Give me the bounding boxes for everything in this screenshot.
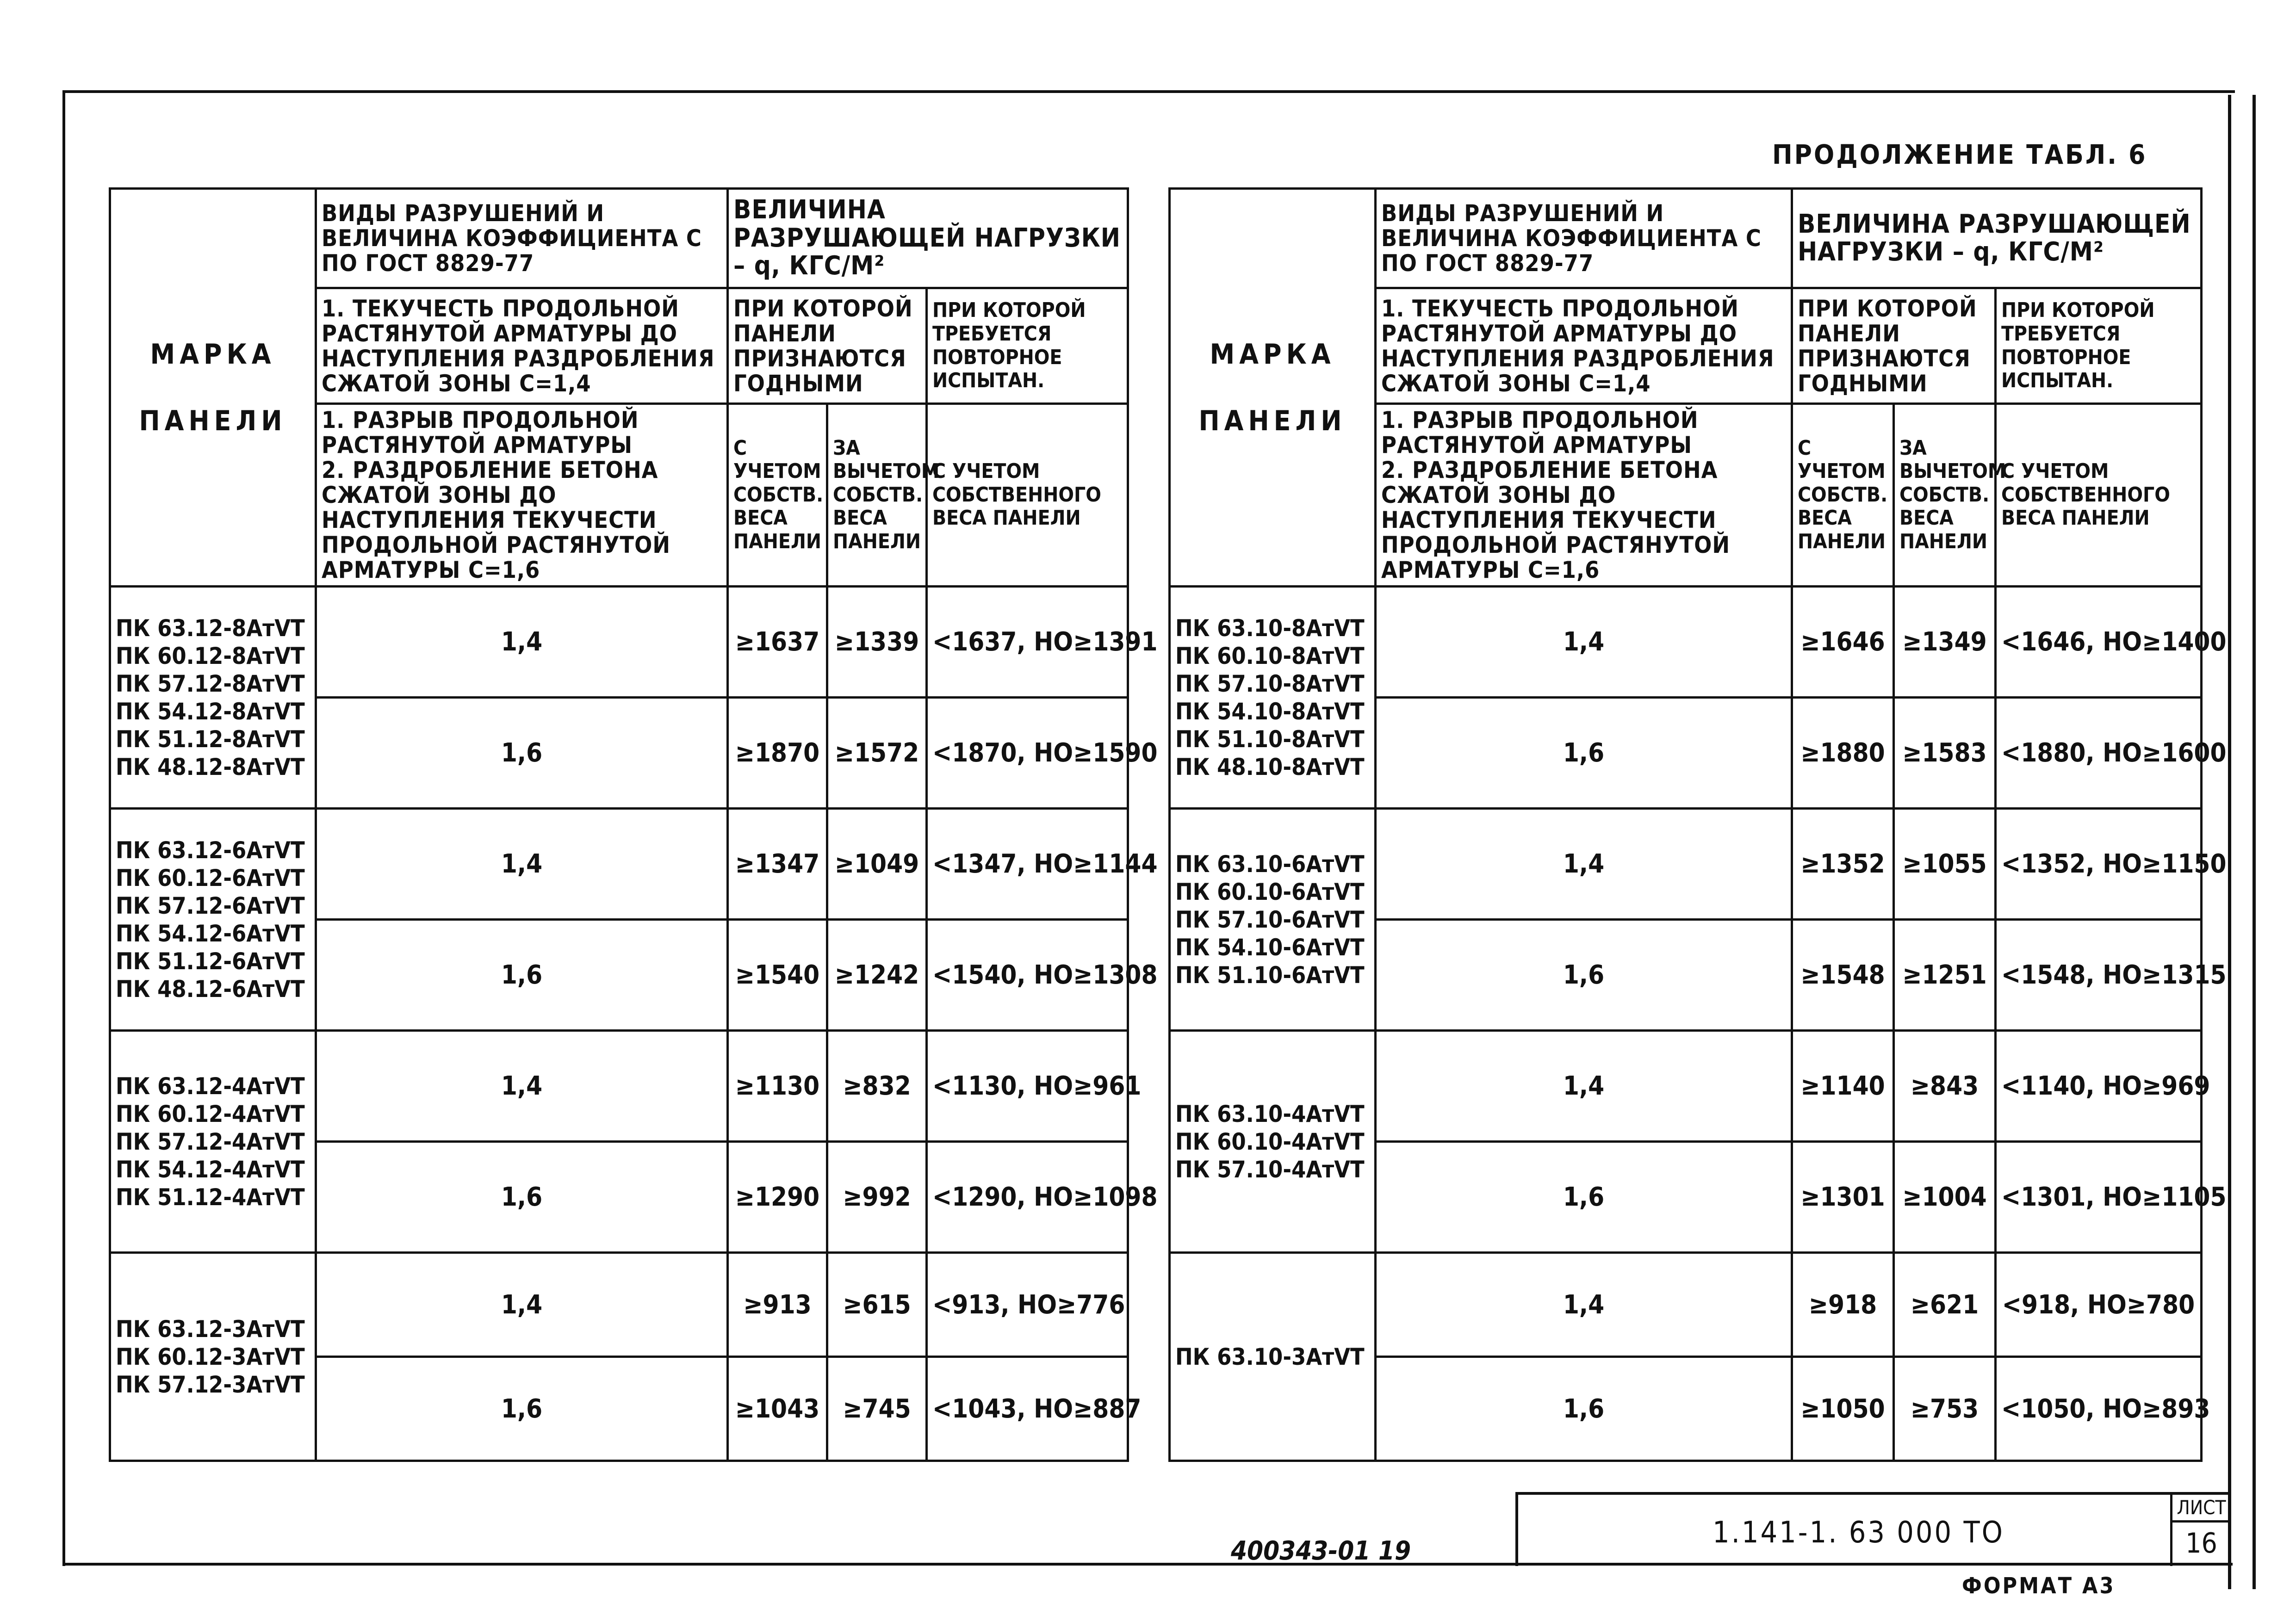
minus-weight-cell: ≥1339	[827, 587, 927, 698]
with-weight-cell: ≥1870	[728, 698, 827, 809]
coefficient-cell: 1,6	[1376, 698, 1792, 809]
sheet-label: ЛИСТ	[2172, 1495, 2230, 1523]
minus-weight-cell: ≥745	[827, 1357, 927, 1461]
retest-cell: <1637, НО≥1391	[927, 587, 1128, 698]
fit-header: ПРИ КОТОРОЙ ПАНЕЛИ ПРИЗНАЮТСЯ ГОДНЫМИ	[728, 288, 927, 404]
panel-marks: ПК 63.10-8АтⅤТ ПК 60.10-8АтⅤТ ПК 57.10-8АтⅤТ ПК 54.10-8АтⅤТ ПК 51.10-8АтⅤТ ПК 48.10-8АтⅤТ	[1170, 587, 1376, 809]
retest-header: ПРИ КОТОРОЙ ТРЕБУЕТСЯ ПОВТОРНОЕ ИСПЫТАН.	[1996, 288, 2202, 404]
minus-weight-cell: ≥843	[1894, 1031, 1996, 1142]
minus-weight-cell: ≥621	[1894, 1253, 1996, 1357]
retest-cell: <1140, НО≥969	[1996, 1031, 2202, 1142]
minus-weight-cell: ≥1242	[827, 920, 927, 1031]
minus-weight-cell: ≥992	[827, 1142, 927, 1253]
marka-header: МАРКА ПАНЕЛИ	[1170, 189, 1376, 587]
with-weight-cell: ≥1646	[1792, 587, 1894, 698]
panel-marks: ПК 63.12-3АтⅤТ ПК 60.12-3АтⅤТ ПК 57.12-3АтⅤТ	[110, 1253, 316, 1461]
table-row	[110, 587, 1128, 698]
table-row	[1170, 1031, 2202, 1142]
retest-cell: <1548, НО≥1315	[1996, 920, 2202, 1031]
minus-weight-cell: ≥1349	[1894, 587, 1996, 698]
with-weight-cell: ≥1301	[1792, 1142, 1894, 1253]
type2-header: 1. РАЗРЫВ ПРОДОЛЬНОЙ РАСТЯНУТОЙ АРМАТУРЫ 2. РАЗДРОБЛЕНИЕ БЕТОНА СЖАТОЙ ЗОНЫ ДО НАСТУПЛЕНИЯ ТЕКУЧЕСТИ ПРОДОЛЬНОЙ РАСТЯНУТОЙ АРМАТУРЫ С=1,6	[1376, 404, 1792, 587]
coefficient-cell: 1,6	[316, 698, 728, 809]
retest-cell: <1050, НО≥893	[1996, 1357, 2202, 1461]
table-row	[110, 809, 1128, 920]
panel-marks: ПК 63.10-6АтⅤТ ПК 60.10-6АтⅤТ ПК 57.10-6АтⅤТ ПК 54.10-6АтⅤТ ПК 51.10-6АтⅤТ	[1170, 809, 1376, 1031]
load-header: ВЕЛИЧИНА РАЗРУШАЮЩЕЙ НАГРУЗКИ – q, КГС/М²	[728, 189, 1128, 288]
with-weight-cell: ≥1540	[728, 920, 827, 1031]
sheet-number: 16	[2185, 1527, 2217, 1560]
right-table-body	[1170, 189, 2227, 1461]
minus-weight-cell: ≥1049	[827, 809, 927, 920]
right-table	[1168, 187, 2227, 1462]
retest-cell: <1043, НО≥887	[927, 1357, 1128, 1461]
minus-weight-cell: ≥832	[827, 1031, 927, 1142]
marka-header: МАРКА ПАНЕЛИ	[110, 189, 316, 587]
retest-cell: <913, НО≥776	[927, 1253, 1128, 1357]
with-weight-cell: ≥918	[1792, 1253, 1894, 1357]
fit-header: ПРИ КОТОРОЙ ПАНЕЛИ ПРИЗНАЮТСЯ ГОДНЫМИ	[1792, 288, 1996, 404]
retest-cell: <918, НО≥780	[1996, 1253, 2202, 1357]
panel-marks: ПК 63.10-3АтⅤТ	[1170, 1253, 1376, 1461]
types-header: ВИДЫ РАЗРУШЕНИЙ И ВЕЛИЧИНА КОЭФФИЦИЕНТА С ПО ГОСТ 8829-77	[1376, 189, 1792, 288]
minus-weight-cell: ≥753	[1894, 1357, 1996, 1461]
coefficient-cell: 1,4	[316, 809, 728, 920]
panel-marks: ПК 63.10-4АтⅤТ ПК 60.10-4АтⅤТ ПК 57.10-4АтⅤТ	[1170, 1031, 1376, 1253]
minus-weight-cell: ≥1572	[827, 698, 927, 809]
coefficient-cell: 1,6	[316, 920, 728, 1031]
minus-weight-header: ЗА ВЫЧЕТОМ СОБСТВ. ВЕСА ПАНЕЛИ	[1894, 404, 1996, 587]
minus-weight-cell: ≥1251	[1894, 920, 1996, 1031]
panel-marks: ПК 63.12-6АтⅤТ ПК 60.12-6АтⅤТ ПК 57.12-6АтⅤТ ПК 54.12-6АтⅤТ ПК 51.12-6АтⅤТ ПК 48.12-6АтⅤТ	[110, 809, 316, 1031]
table-caption: ПРОДОЛЖЕНИЕ ТАБЛ. 6	[1772, 139, 2147, 170]
coefficient-cell: 1,6	[1376, 1142, 1792, 1253]
table-row	[1170, 809, 2202, 920]
coefficient-cell: 1,4	[1376, 1253, 1792, 1357]
left-table-body	[110, 189, 1158, 1461]
load-header: ВЕЛИЧИНА РАЗРУШАЮЩЕЙ НАГРУЗКИ – q, КГС/М²	[1792, 189, 2202, 288]
minus-weight-header: ЗА ВЫЧЕТОМ СОБСТВ. ВЕСА ПАНЕЛИ	[827, 404, 927, 587]
panel-marks: ПК 63.12-8АтⅤТ ПК 60.12-8АтⅤТ ПК 57.12-8АтⅤТ ПК 54.12-8АтⅤТ ПК 51.12-8АтⅤТ ПК 48.12-8АтⅤТ	[110, 587, 316, 809]
with-weight-cell: ≥913	[728, 1253, 827, 1357]
retest-header: ПРИ КОТОРОЙ ТРЕБУЕТСЯ ПОВТОРНОЕ ИСПЫТАН.	[927, 288, 1128, 404]
coefficient-cell: 1,6	[316, 1357, 728, 1461]
with-weight-header: С УЧЕТОМ СОБСТВ. ВЕСА ПАНЕЛИ	[728, 404, 827, 587]
inventory-number: 400343-01 19	[1231, 1536, 1411, 1566]
minus-weight-cell: ≥1055	[1894, 809, 1996, 920]
coefficient-cell: 1,4	[1376, 587, 1792, 698]
minus-weight-cell: ≥615	[827, 1253, 927, 1357]
coefficient-cell: 1,4	[1376, 1031, 1792, 1142]
with-weight-cell: ≥1050	[1792, 1357, 1894, 1461]
with-weight-cell: ≥1352	[1792, 809, 1894, 920]
retest-cell: <1301, НО≥1105	[1996, 1142, 2202, 1253]
format-label: ФОРМАТ А3	[1962, 1573, 2116, 1599]
retest-cell: <1880, НО≥1600	[1996, 698, 2202, 809]
retest-cell: <1347, НО≥1144	[927, 809, 1128, 920]
document-code: 1.141-1. 63 000 ТО	[1713, 1516, 2004, 1550]
frame-right-edge	[2228, 95, 2256, 1589]
retest-cell: <1290, НО≥1098	[927, 1142, 1128, 1253]
with-weight-cell: ≥1290	[728, 1142, 827, 1253]
retest-cell: <1130, НО≥961	[927, 1031, 1128, 1142]
coefficient-cell: 1,4	[316, 587, 728, 698]
table-row	[110, 1253, 1128, 1357]
minus-weight-cell: ≥1004	[1894, 1142, 1996, 1253]
with-weight-cell: ≥1043	[728, 1357, 827, 1461]
with-weight-cell: ≥1130	[728, 1031, 827, 1142]
coefficient-cell: 1,4	[316, 1253, 728, 1357]
coefficient-cell: 1,4	[316, 1031, 728, 1142]
minus-weight-cell: ≥1583	[1894, 698, 1996, 809]
panel-marks: ПК 63.12-4АтⅤТ ПК 60.12-4АтⅤТ ПК 57.12-4АтⅤТ ПК 54.12-4АтⅤТ ПК 51.12-4АтⅤТ	[110, 1031, 316, 1253]
table-row	[1170, 587, 2202, 698]
type1-header: 1. ТЕКУЧЕСТЬ ПРОДОЛЬНОЙ РАСТЯНУТОЙ АРМАТУРЫ ДО НАСТУПЛЕНИЯ РАЗДРОБЛЕНИЯ СЖАТОЙ ЗОНЫ С=1,4	[316, 288, 728, 404]
left-table	[109, 187, 1158, 1462]
title-stamp	[1515, 1492, 2230, 1566]
with-weight-header: С УЧЕТОМ СОБСТВ. ВЕСА ПАНЕЛИ	[1792, 404, 1894, 587]
coefficient-cell: 1,4	[1376, 809, 1792, 920]
with-weight-cell: ≥1140	[1792, 1031, 1894, 1142]
types-header: ВИДЫ РАЗРУШЕНИЙ И ВЕЛИЧИНА КОЭФФИЦИЕНТА С ПО ГОСТ 8829-77	[316, 189, 728, 288]
retest-cell: <1540, НО≥1308	[927, 920, 1128, 1031]
table-row	[110, 1031, 1128, 1142]
retest-cell: <1646, НО≥1400	[1996, 587, 2202, 698]
retest-cell: <1352, НО≥1150	[1996, 809, 2202, 920]
with-weight-cell: ≥1548	[1792, 920, 1894, 1031]
with-weight-cell: ≥1347	[728, 809, 827, 920]
sheet-box	[2170, 1495, 2230, 1566]
coefficient-cell: 1,6	[1376, 1357, 1792, 1461]
retest-cell: <1870, НО≥1590	[927, 698, 1128, 809]
with-weight-cell: ≥1880	[1792, 698, 1894, 809]
coefficient-cell: 1,6	[1376, 920, 1792, 1031]
type1-header: 1. ТЕКУЧЕСТЬ ПРОДОЛЬНОЙ РАСТЯНУТОЙ АРМАТУРЫ ДО НАСТУПЛЕНИЯ РАЗДРОБЛЕНИЯ СЖАТОЙ ЗОНЫ С=1,4	[1376, 288, 1792, 404]
with-own-weight-header: С УЧЕТОМ СОБСТВЕННОГО ВЕСА ПАНЕЛИ	[927, 404, 1128, 587]
table-row	[1170, 1253, 2202, 1357]
with-weight-cell: ≥1637	[728, 587, 827, 698]
coefficient-cell: 1,6	[316, 1142, 728, 1253]
with-own-weight-header: С УЧЕТОМ СОБСТВЕННОГО ВЕСА ПАНЕЛИ	[1996, 404, 2202, 587]
type2-header: 1. РАЗРЫВ ПРОДОЛЬНОЙ РАСТЯНУТОЙ АРМАТУРЫ 2. РАЗДРОБЛЕНИЕ БЕТОНА СЖАТОЙ ЗОНЫ ДО НАСТУПЛЕНИЯ ТЕКУЧЕСТИ ПРОДОЛЬНОЙ РАСТЯНУТОЙ АРМАТУРЫ С=1,6	[316, 404, 728, 587]
